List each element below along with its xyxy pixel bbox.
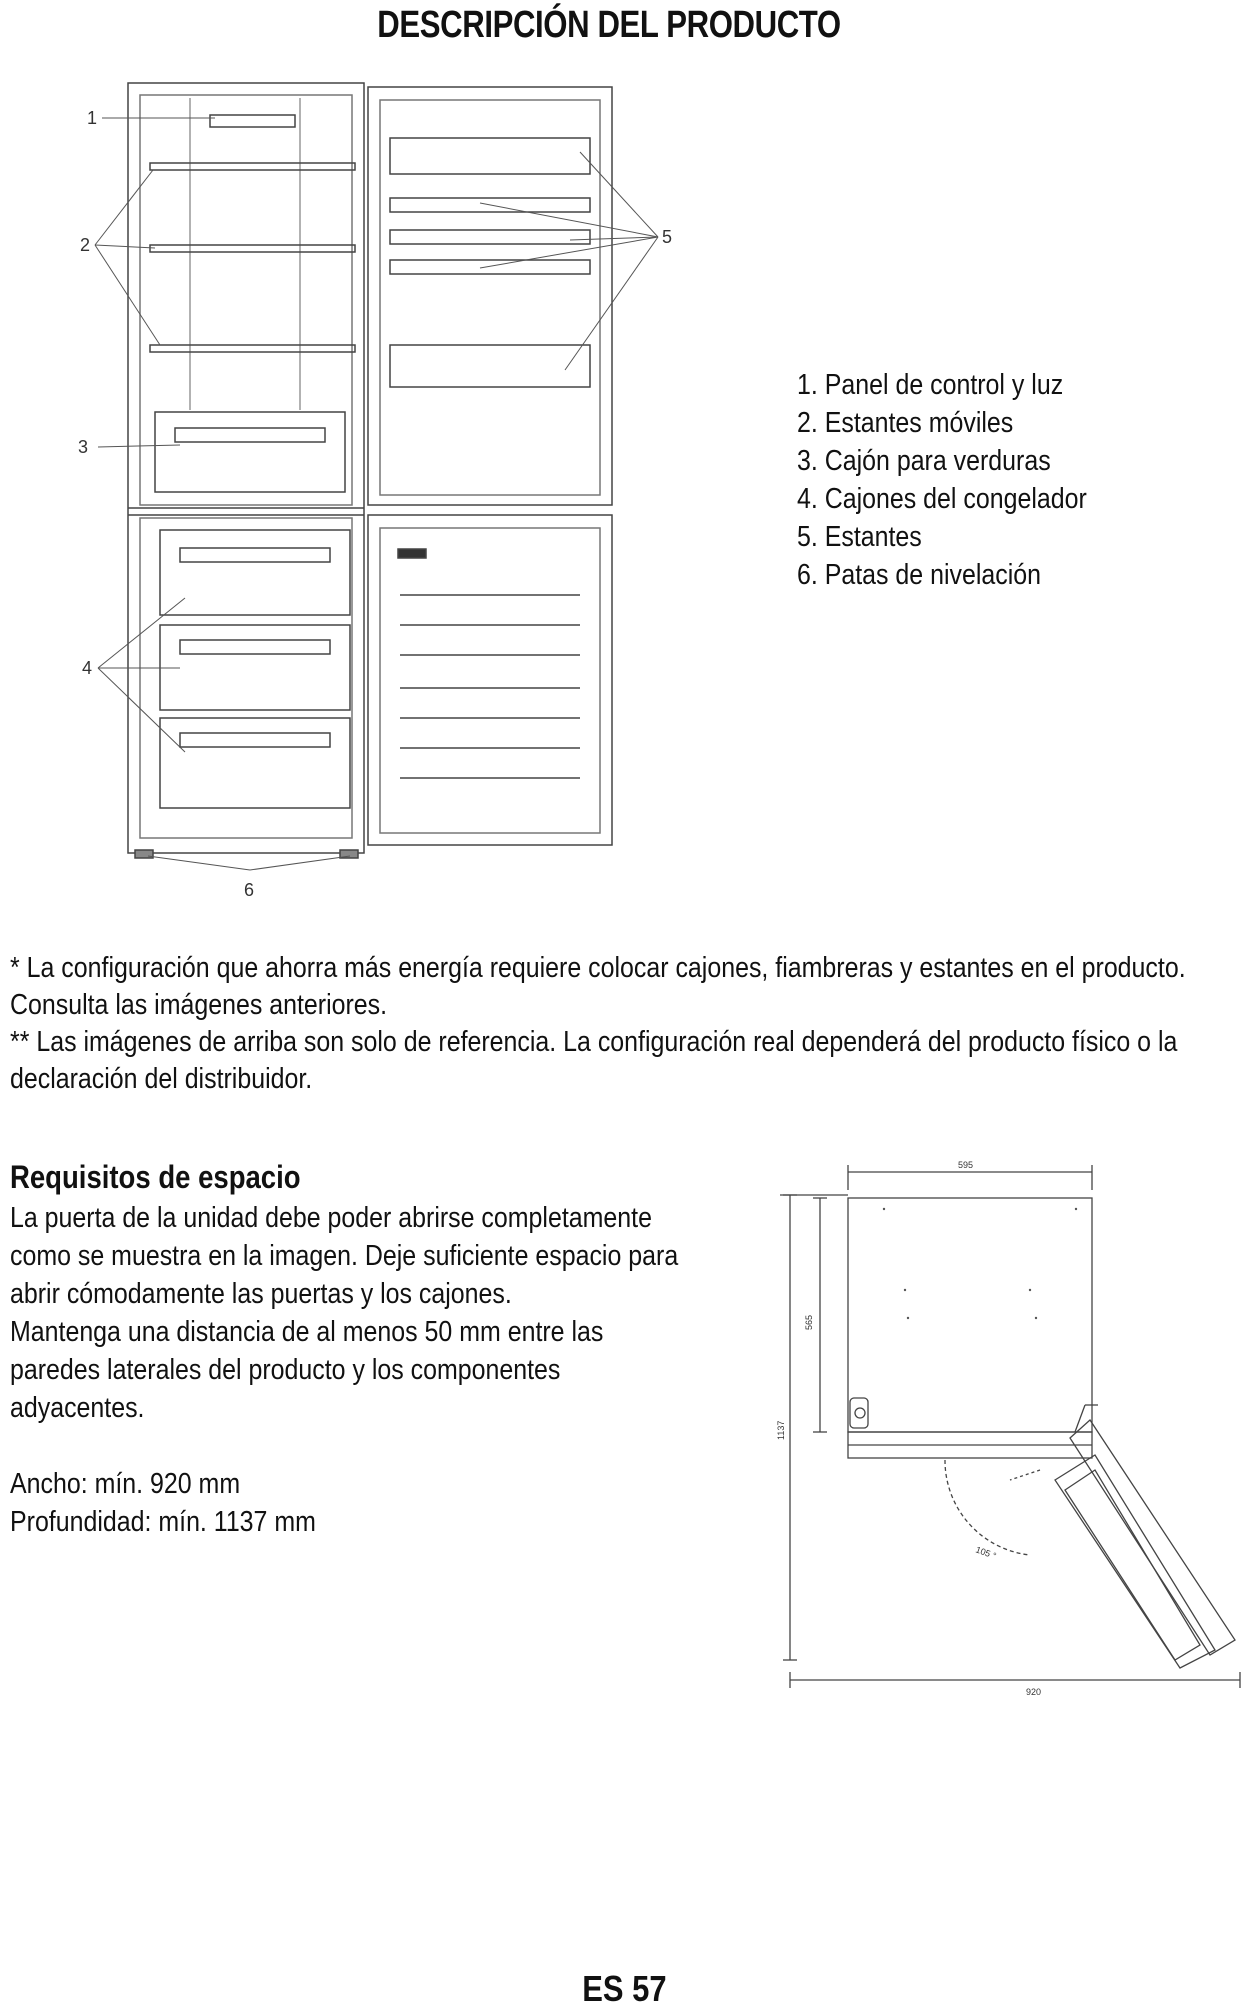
page-number: ES 57: [582, 1968, 667, 2009]
freezer-drawer: [160, 718, 350, 808]
legend-item: 3. Cajón para verduras: [797, 445, 1051, 477]
door-shelf: [390, 345, 590, 387]
callout-1: 1: [87, 108, 98, 128]
dim-inner-depth: 565: [804, 1314, 814, 1330]
lower-door: [368, 515, 612, 845]
door-shelf: [390, 138, 590, 174]
upper-door: [368, 87, 612, 505]
space-requirements: [10, 1155, 689, 1541]
freezer-drawer: [160, 625, 350, 710]
legend-item: 5. Estantes: [797, 521, 922, 553]
callout-4: 4: [82, 658, 93, 678]
notes: [10, 950, 1205, 1098]
shelf: [150, 245, 355, 252]
callout-2: 2: [80, 235, 91, 255]
min-depth: Profundidad: mín. 1137 mm: [10, 1506, 316, 1538]
page-title: DESCRIPCIÓN DEL PRODUCTO: [377, 4, 841, 46]
side-clearance-text: Mantenga una distancia de al menos 50 mm entre las paredes laterales del producto y los componentes adyacentes.: [10, 1316, 604, 1424]
legend-item: 2. Estantes móviles: [797, 407, 1014, 439]
dim-total-width: 920: [1026, 1687, 1042, 1697]
cabinet-outline: [128, 83, 364, 853]
shelf: [150, 345, 355, 352]
parts-legend: [797, 366, 1158, 594]
vegetable-drawer: [155, 412, 345, 492]
dim-angle: 105 °: [974, 1544, 998, 1562]
legend-item: 4. Cajones del congelador: [797, 483, 1087, 515]
freezer-drawer: [160, 530, 350, 615]
note-reference: ** Las imágenes de arriba son solo de referencia. La configuración real dependerá del producto físico o la declaración del distribuidor.: [10, 1026, 1178, 1095]
callout-3: 3: [78, 437, 89, 457]
callout-6: 6: [244, 880, 255, 900]
door-clearance-text: La puerta de la unidad debe poder abrirse completamente como se muestra en la imagen. Deje suficiente espacio para abrir cómodamente las puertas y los cajones.: [10, 1202, 679, 1310]
clearance-diagram: [775, 1155, 1250, 1710]
fridge-diagram: [60, 75, 673, 905]
callout-5: 5: [662, 227, 673, 247]
section-heading: Requisitos de espacio: [10, 1159, 301, 1195]
note-energy: * La configuración que ahorra más energía requiere colocar cajones, fiambreras y estantes en el producto. Consulta las imágenes anteriores.: [10, 952, 1186, 1021]
legend-item: 6. Patas de nivelación: [797, 559, 1042, 591]
dim-total-depth: 1137: [776, 1420, 786, 1440]
shelf: [150, 163, 355, 170]
dim-top-width: 595: [958, 1160, 974, 1170]
min-width: Ancho: mín. 920 mm: [10, 1468, 241, 1500]
cabinet-top-view: [848, 1198, 1092, 1432]
legend-item: 1. Panel de control y luz: [797, 369, 1064, 401]
control-panel: [210, 115, 295, 127]
